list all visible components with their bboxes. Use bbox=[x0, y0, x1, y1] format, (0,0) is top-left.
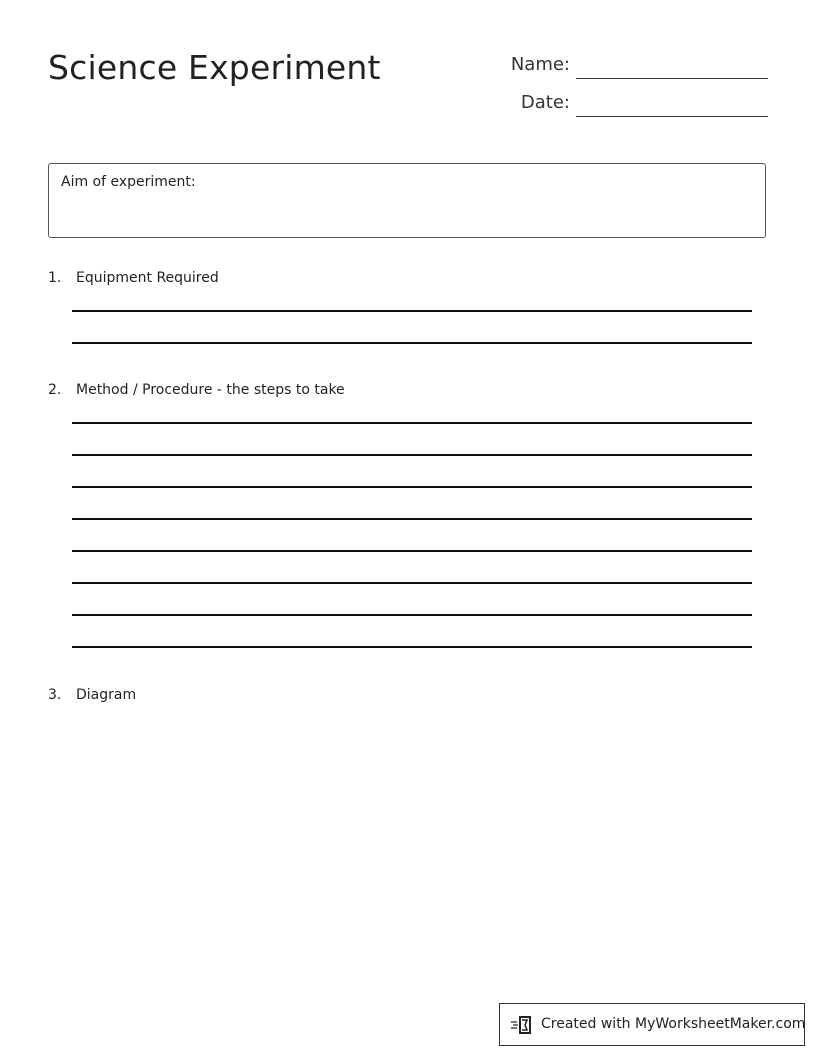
aim-label: Aim of experiment: bbox=[61, 174, 196, 190]
answer-line[interactable] bbox=[72, 646, 752, 648]
section-title: Method / Procedure - the steps to take bbox=[76, 382, 345, 398]
date-field[interactable] bbox=[576, 116, 768, 117]
answer-line[interactable] bbox=[72, 550, 752, 552]
section-number: 1. bbox=[48, 270, 62, 286]
myworksheetmaker-logo-icon bbox=[510, 1014, 534, 1036]
section-title: Equipment Required bbox=[76, 270, 219, 286]
name-label: Name: bbox=[510, 54, 570, 75]
date-row bbox=[500, 90, 768, 120]
section-title: Diagram bbox=[76, 687, 137, 703]
section-number: 3. bbox=[48, 687, 62, 703]
answer-line[interactable] bbox=[72, 614, 752, 616]
answer-line[interactable] bbox=[72, 310, 752, 312]
footer-text: Created with MyWorksheetMaker.com bbox=[541, 1016, 806, 1032]
name-row bbox=[500, 52, 768, 82]
date-label: Date: bbox=[520, 92, 570, 113]
answer-line[interactable] bbox=[72, 518, 752, 520]
section-number: 2. bbox=[48, 382, 62, 398]
answer-line[interactable] bbox=[72, 342, 752, 344]
worksheet-title: Science Experiment bbox=[48, 48, 381, 87]
answer-line[interactable] bbox=[72, 486, 752, 488]
footer-badge[interactable] bbox=[499, 1003, 805, 1046]
name-field[interactable] bbox=[576, 78, 768, 79]
aim-box[interactable] bbox=[48, 163, 766, 238]
answer-line[interactable] bbox=[72, 422, 752, 424]
answer-line[interactable] bbox=[72, 582, 752, 584]
answer-line[interactable] bbox=[72, 454, 752, 456]
